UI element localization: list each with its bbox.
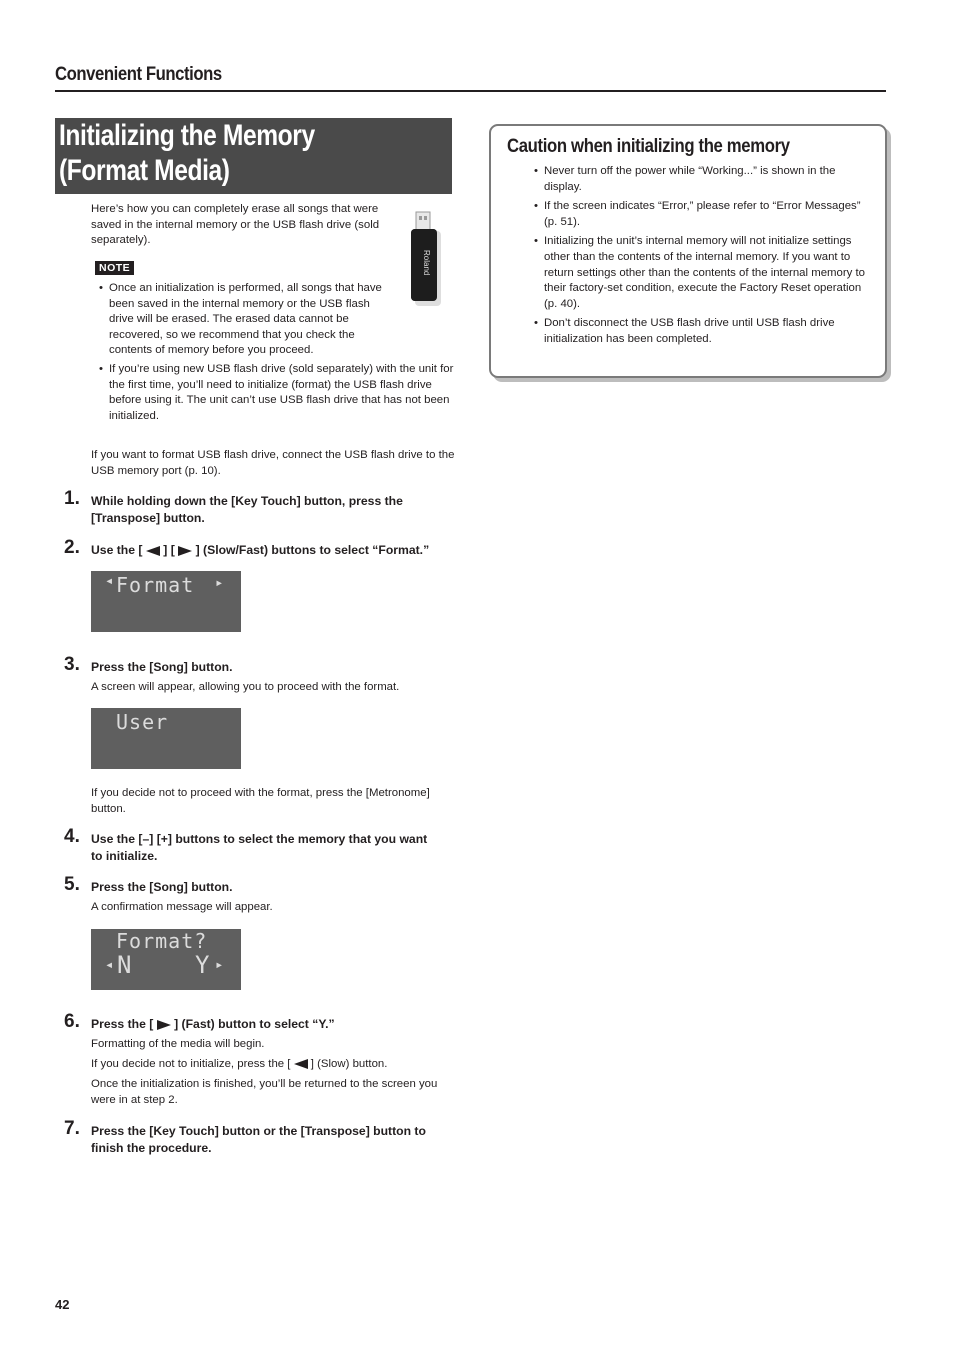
note-list (91, 362, 456, 428)
slow-arrow-icon (146, 546, 160, 556)
step-number: 5. (64, 874, 80, 895)
page-title-box (55, 118, 452, 194)
page-title-line2: (Format Media) (59, 154, 230, 187)
step-text: Use the [–] [+] buttons to select the memory that you want to initialize. (91, 832, 428, 863)
lcd-display-confirm (91, 929, 241, 990)
step-number: 1. (64, 488, 80, 509)
step-text: Use the [ ] [ ] (Slow/Fast) buttons to select “Format.” (91, 543, 430, 557)
step-subtext: A screen will appear, allowing you to proceed with the format. (91, 681, 400, 693)
step-number: 3. (64, 654, 80, 675)
step-subtext: A confirmation message will appear. (91, 901, 273, 913)
usb-connect-text: If you want to format USB flash drive, connect the USB flash drive to the USB memory port (p. 10). (91, 449, 455, 477)
fast-arrow-icon (157, 1020, 171, 1030)
step-number: 6. (64, 1011, 80, 1032)
page-number: 42 (55, 1297, 70, 1312)
lcd-display-format (91, 571, 241, 632)
lcd-no-option: N (117, 951, 133, 979)
lcd-left-arrow: ◂ (105, 957, 115, 973)
intro-text: Here’s how you can completely erase all songs that were saved in the internal memory or the USB flash drive (sold separately). (91, 203, 380, 247)
step-text: Press the [Song] button. (91, 880, 233, 894)
note-badge: NOTE (95, 261, 134, 275)
list-item: • Don’t disconnect the USB flash drive until USB flash drive initialization has been completed. (534, 317, 835, 345)
lcd-left-arrow: ◂ (105, 573, 115, 589)
lcd-text: Format? (116, 929, 208, 953)
slow-arrow-icon (294, 1059, 308, 1069)
step-text: Press the [Song] button. (91, 660, 233, 674)
list-item: • Initializing the unit’s internal memory will not initialize settings other than the contents of the internal memory. If you want to return settings other than the contents of the internal memory to their factory-set condition, execute the Factory Reset operation (p. 40). (534, 235, 866, 310)
list-item: • Never turn off the power while “Working...” is shown in the display. (534, 165, 836, 193)
step-subtext: If you decide not to initialize, press the [ ] (Slow) button. (91, 1058, 388, 1070)
section-header: Convenient Functions (55, 64, 222, 85)
list-item: • Once an initialization is performed, all songs that have been saved in the internal memory or the USB flash drive will be erased. The erased data cannot be recovered, so we recommend that you check the contents of memory before you proceed. (99, 282, 382, 357)
lcd-text: Format (116, 573, 195, 597)
step-text: While holding down the [Key Touch] button, press the [Transpose] button. (91, 494, 403, 525)
list-item: • If you’re using new USB flash drive (sold separately) with the unit for the first time, you’ll need to initialize (format) the USB flash drive before using it. The unit can’t use USB flash drive that has not been initialized. (99, 363, 454, 422)
step-number: 7. (64, 1118, 80, 1139)
page-title-line1: Initializing the Memory (59, 119, 315, 152)
metronome-text: If you decide not to proceed with the format, press the [Metronome] button. (91, 787, 430, 815)
lcd-right-arrow: ▸ (215, 957, 225, 973)
lcd-yes-option: Y (195, 951, 211, 979)
page-title (59, 118, 315, 188)
step-subtext: Formatting of the media will begin. (91, 1038, 265, 1050)
lcd-display-user (91, 708, 241, 769)
lcd-right-arrow: ▸ (215, 575, 225, 591)
usb-brand-label: Roland (422, 250, 431, 276)
step-subtext: Once the initialization is finished, you’ll be returned to the screen you were in at step 2. (91, 1078, 438, 1106)
list-item: • If the screen indicates “Error,” please refer to “Error Messages” (p. 51). (534, 200, 861, 228)
step-text: Press the [Key Touch] button or the [Transpose] button to finish the procedure. (91, 1124, 426, 1155)
step-text: Press the [ ] (Fast) button to select “Y.” (91, 1017, 335, 1031)
section-divider (55, 90, 886, 92)
step-number: 4. (64, 826, 80, 847)
caution-title: Caution when initializing the memory (507, 136, 790, 157)
fast-arrow-icon (178, 546, 192, 556)
usb-flash-drive-image (406, 210, 446, 310)
caution-list (526, 164, 871, 352)
step-number: 2. (64, 537, 80, 558)
note-list (91, 281, 391, 363)
lcd-text: User (116, 710, 169, 734)
